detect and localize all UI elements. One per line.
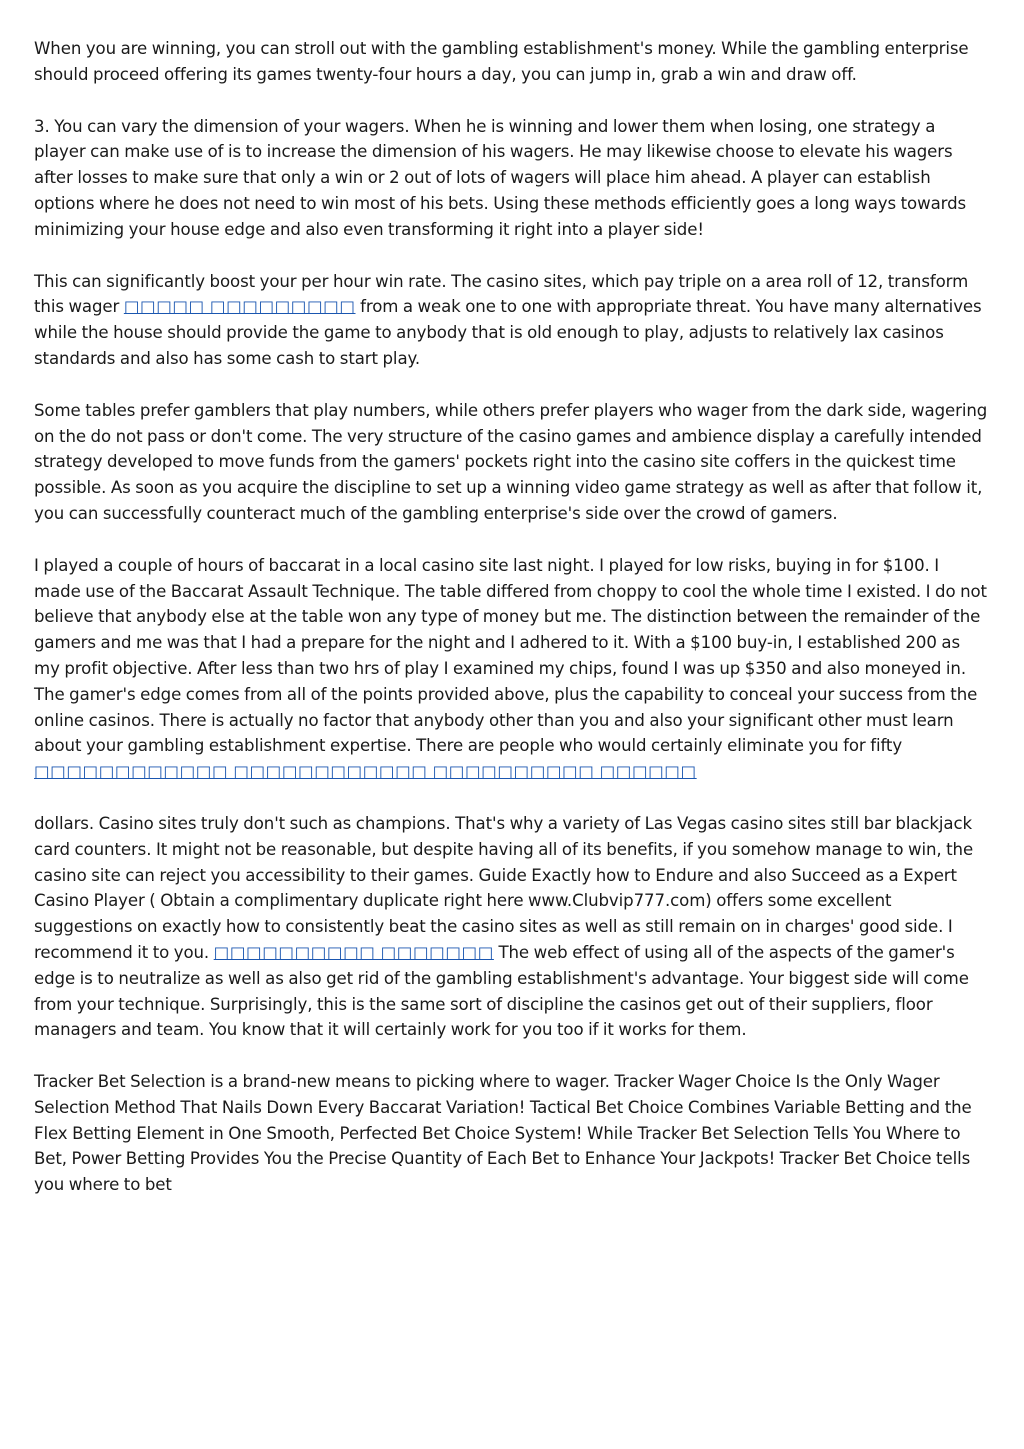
paragraph-3 [34,269,990,372]
inline-link-3[interactable]: □□□□□□□□□□ □□□□□□□ [213,942,494,962]
paragraph-2 [34,114,990,243]
paragraph-text: Tracker Bet Selection is a brand-new means to picking where to wager. Tracker Wager Choice Is the Only Wager Selection Method That Nails Down Every Baccarat Variation! Tactical Bet Choice Combines Variable Betting and the Flex Betting Element in One Smooth, Perfected Bet Choice System! While Tracker Bet Selection Tells You Where to Bet, Power Betting Provides You the Precise Quantity of Each Bet to Enhance Your Jackpots! Tracker Bet Choice tells you where to bet [34,1072,972,1195]
paragraph-text-before: I played a couple of hours of baccarat in a local casino site last night. I played for low risks, buying in for $100. I made use of the Baccarat Assault Technique. The table differed from choppy to cool the whole time I existed. I do not believe that anybody else at the table won any type of money but me. The distinction between the remainder of the gamers and me was that I had a prepare for the night and I adhered to it. With a $100 buy-in, I established 200 as my profit objective. After less than two hrs of play I examined my chips, found I was up $350 and also moneyed in. The gamer's edge comes from all of the points provided above, plus the capability to conceal your success from the online casinos. There is actually no factor that anybody other than you and also your significant other must learn about your gambling establishment expertise. There are people who would certainly eliminate you for fifty [34,555,987,756]
paragraph-text: When you are winning, you can stroll out with the gambling establishment's money. While the gambling enterprise should proceed offering its games twenty-four hours a day, you can jump in, grab a win and draw off. [34,39,969,84]
paragraph-7 [34,1069,990,1198]
paragraph-text-after: The web effect of using all of the aspects of the gamer's edge is to neutralize as well as also get rid of the gambling establishment's advantage. Your biggest side will come from your technique. Surprisingly, this is the same sort of discipline the casinos get out of their suppliers, floor managers and team. You know that it will certainly work for you too if it works for them. [34,942,969,1040]
paragraph-4 [34,398,990,527]
paragraph-text: 3. You can vary the dimension of your wagers. When he is winning and lower them when losing, one strategy a player can make use of is to increase the dimension of his wagers. He may likewise choose to elevate his wagers after losses to make sure that only a win or 2 out of lots of wagers will place him ahead. A player can establish options where he does not need to win most of his bets. Using these methods efficiently goes a long ways towards minimizing your house edge and also even transforming it right into a player side! [34,116,967,239]
paragraph-1 [34,36,990,88]
inline-link-2[interactable]: □□□□□□□□□□□□ □□□□□□□□□□□□ □□□□□□□□□□ □□□□□□ [34,762,697,782]
paragraph-text-before: This can significantly boost your per hour win rate. The casino sites, which pay triple on a area roll of 12, transform this wager [34,271,969,317]
paragraph-6 [34,811,990,1043]
paragraph-5 [34,553,990,785]
paragraph-text-after: from a weak one to one with appropriate threat. You have many alternatives while the house should provide the game to anybody that is old enough to play, adjusts to relatively lax casinos standards and also has some cash to start play. [34,297,982,368]
inline-link-1[interactable]: □□□□□ □□□□□□□□□ [123,297,356,317]
paragraph-text-before: dollars. Casino sites truly don't such as champions. That's why a variety of Las Vegas casino sites still bar blackjack card counters. It might not be reasonable, but despite having all of its benefits, if you somehow manage to win, the casino site can reject you accessibility to their games. Guide Exactly how to Endure and also Succeed as a Expert Casino Player ( Obtain a complimentary duplicate right here www.Clubvip777.com) offers some excellent suggestions on exactly how to consistently beat the casino sites as well as still remain on in charges' good side. I recommend it to you. [34,813,974,962]
paragraph-text: Some tables prefer gamblers that play numbers, while others prefer players who wager from the dark side, wagering on the do not pass or don't come. The very structure of the casino games and ambience display a carefully intended strategy developed to move funds from the gamers' pockets right into the casino site coffers in the quickest time possible. As soon as you acquire the discipline to set up a winning video game strategy as well as after that follow it, you can successfully counteract much of the gambling enterprise's side over the crowd of gamers. [34,400,988,523]
